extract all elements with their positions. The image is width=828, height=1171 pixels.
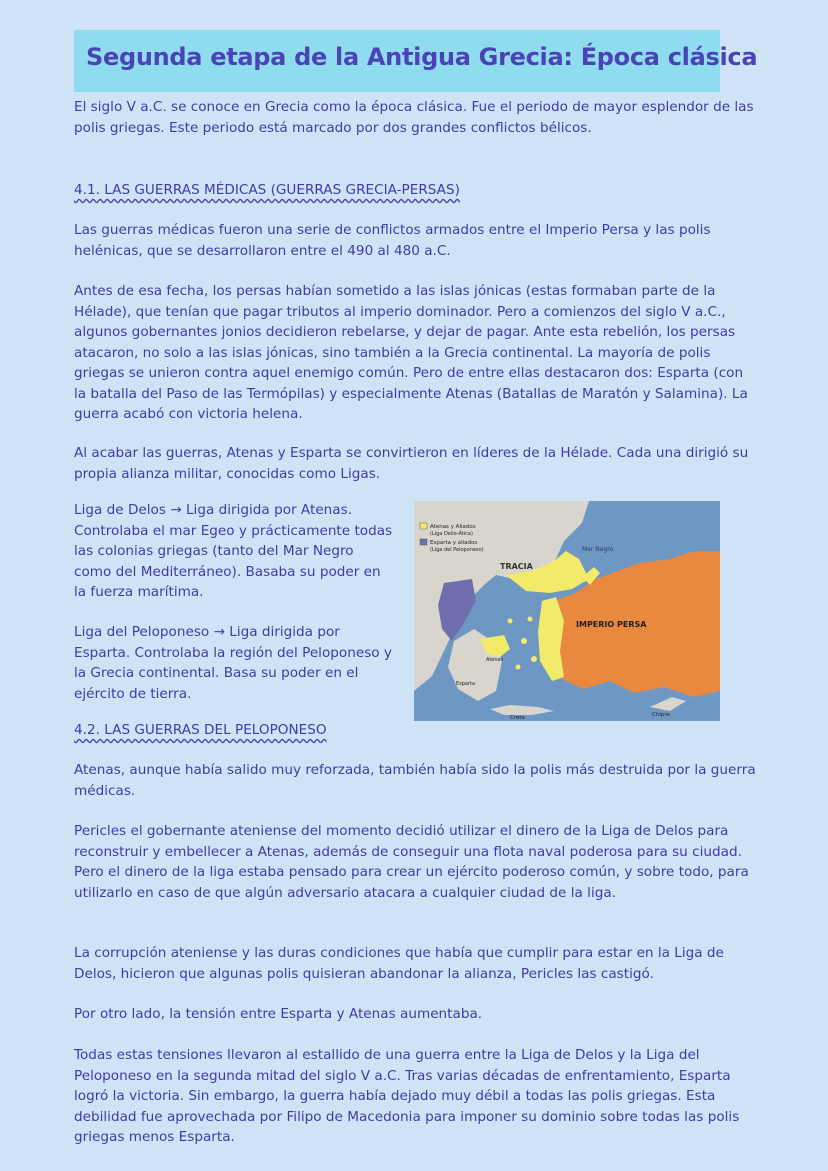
intro-paragraph: El siglo V a.C. se conoce en Grecia como la época clásica. Fue el periodo de mayor esplendor de las polis griegas. Este periodo está marcado por dos grandes conflictos bélicos.	[74, 99, 754, 136]
section-heading-guerras-peloponeso: 4.2. LAS GUERRAS DEL PELOPONESO	[74, 722, 327, 738]
map-label-atenas: Atenas	[486, 657, 504, 663]
map-label-mar-negro: Mar Negro	[582, 546, 614, 553]
liga-delos-paragraph: Liga de Delos → Liga dirigida por Atenas. Controlaba el mar Egeo y prácticamente todas las colonias griegas (tanto del Mar Negro como del Mediterráneo). Basaba su poder en la fuerza marítima.	[74, 502, 393, 600]
paragraph: Las guerras médicas fueron una serie de conflictos armados entre el Imperio Persa y las polis helénicas, que se desarrollaron entre el 490 al 480 a.C.	[74, 222, 711, 259]
map-label-chipre: Chipre	[652, 712, 670, 718]
paragraph: La corrupción ateniense y las duras condiciones que había que cumplir para estar en la Liga de Delos, hicieron que algunas polis quisieran abandonar la alianza, Pericles las castigó.	[74, 945, 724, 982]
map-legend-peloponeso-sub: (Liga del Peloponeso)	[430, 547, 484, 553]
paragraph: Atenas, aunque había salido muy reforzada, también había sido la polis más destruida por la guerra médicas.	[74, 762, 756, 799]
map-label-creta: Creta	[510, 715, 525, 721]
map-legend-delos: Atenas y Aliados	[430, 524, 476, 530]
page-title: Segunda etapa de la Antigua Grecia: Época clásica	[86, 43, 758, 71]
map-label-esparta: Esparta	[456, 681, 476, 687]
paragraph: Por otro lado, la tensión entre Esparta y Atenas aumentaba.	[74, 1006, 483, 1022]
map-legend-peloponeso: Esparta y aliados	[430, 540, 478, 546]
map-label-tracia: TRACIA	[500, 562, 533, 571]
map-legend-delos-sub: (Liga Delio-Ática)	[430, 531, 473, 537]
paragraph: Todas estas tensiones llevaron al estallido de una guerra entre la Liga de Delos y la Liga del Peloponeso en la segunda mitad del siglo V a.C. Tras varias décadas de enfrentamiento, Esparta logró la victoria. Sin embargo, la guerra había dejado muy débil a todas las polis griegas. Esta debilidad fue aprovechada por Filipo de Macedonia para imponer su dominio sobre todas las polis griegas menos Esparta.	[74, 1047, 740, 1145]
paragraph: Al acabar las guerras, Atenas y Esparta se convirtieron en líderes de la Hélade. Cada una dirigió su propia alianza militar, conocidas como Ligas.	[74, 445, 749, 482]
map-label-imperio-persa: IMPERIO PERSA	[576, 620, 647, 629]
map-image	[414, 501, 720, 721]
section-heading-guerras-medicas: 4.1. LAS GUERRAS MÉDICAS (GUERRAS GRECIA-PERSAS)	[74, 182, 460, 198]
paragraph: Antes de esa fecha, los persas habían sometido a las islas jónicas (estas formaban parte de la Hélade), que tenían que pagar tributos al imperio dominador. Pero a comienzos del siglo V a.C., algunos gobernantes jonios decidieron rebelarse, y dejar de pagar. Ante esta rebelión, los persas atacaron, no solo a las islas jónicas, sino también a la Grecia continental. La mayoría de polis griegas se unieron contra aquel enemigo común. Pero de entre ellas destacaron dos: Esparta (con la batalla del Paso de las Termópilas) y especialmente Atenas (Batallas de Maratón y Salamina). La guerra acabó con victoria helena.	[74, 283, 748, 422]
liga-peloponeso-paragraph: Liga del Peloponeso → Liga dirigida por Esparta. Controlaba la región del Peloponeso y la Grecia continental. Basa su poder en el ejército de tierra.	[74, 624, 392, 702]
paragraph: Pericles el gobernante ateniense del momento decidió utilizar el dinero de la Liga de Delos para reconstruir y embellecer a Atenas, además de conseguir una flota naval poderosa para su ciudad. Pero el dinero de la liga estaba pensado para crear un ejército poderoso común, y sobre todo, para utilizarlo en caso de que algún adversario atacara a cualquier ciudad de la liga.	[74, 823, 749, 901]
